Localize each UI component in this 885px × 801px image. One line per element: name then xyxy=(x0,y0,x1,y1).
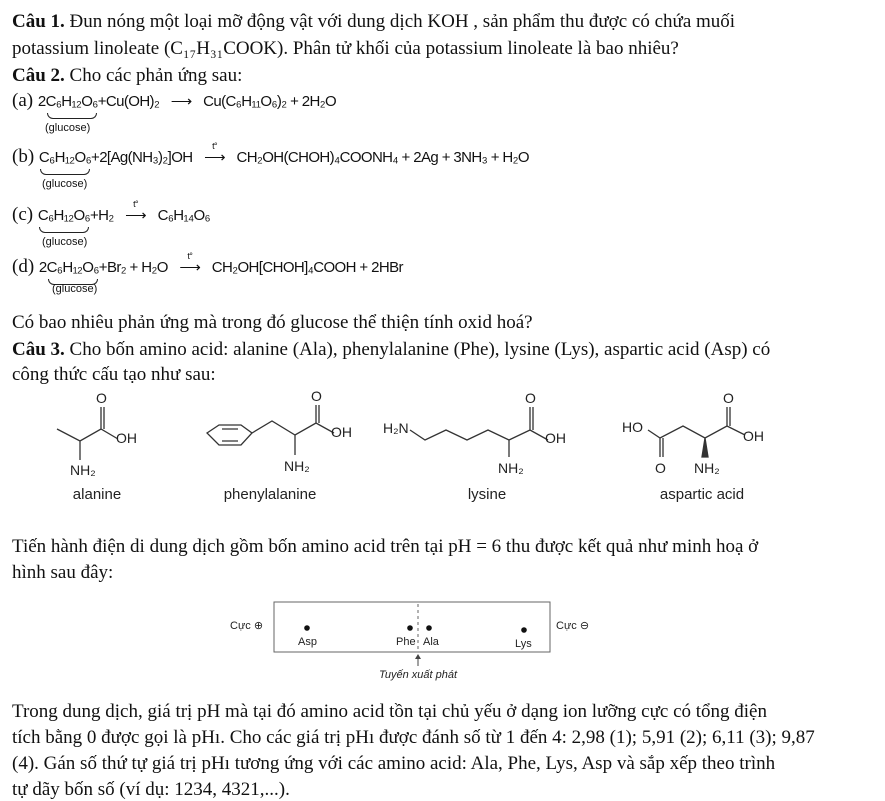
label-asp: Asp xyxy=(298,636,317,648)
eq-left: +2[Ag(NH₃)₂]OH xyxy=(91,149,193,166)
atom-oh: OH xyxy=(743,428,764,444)
q2-intro xyxy=(12,65,242,87)
atom-ho: HO xyxy=(622,419,643,435)
eq-left: +H₂ xyxy=(89,207,114,224)
q3-line-6: tích bằng 0 được gọi là pHı. Cho các giá trị pHı được đánh số từ 1 đến 4: 2,98 (1); 5,91 (2); 6,11 (3); 9,87 xyxy=(12,727,815,748)
amino-acid-structures xyxy=(0,385,885,510)
eq-right: Cu(C₆H₁₁O₆)₂ + 2H₂O xyxy=(203,93,337,110)
atom-nh2: NH₂ xyxy=(694,460,720,476)
reaction-arrow: t° ⟶ xyxy=(168,257,212,279)
equation-d xyxy=(12,251,403,279)
alanine-bonds xyxy=(57,407,118,460)
eq-label: (a) xyxy=(12,90,34,111)
wedge-bond xyxy=(702,438,708,457)
glucose-label: (glucose) xyxy=(42,178,88,190)
q2-question: Có bao nhiêu phản ứng mà trong đó glucose thể thiện tính oxid hoá? xyxy=(12,312,533,333)
anode-label: Cực ⊕ xyxy=(230,620,264,632)
spot-lys xyxy=(521,627,527,633)
benzene-ring xyxy=(207,425,252,445)
atom-o: O xyxy=(311,388,322,404)
atom-nh2: NH₂ xyxy=(284,458,310,474)
aspartic-bonds xyxy=(648,407,745,457)
cathode-label: Cực ⊖ xyxy=(556,620,590,632)
name-aspartic-acid: aspartic acid xyxy=(659,486,745,503)
spot-phe xyxy=(407,625,413,631)
eq-label: (c) xyxy=(12,204,34,225)
reaction-arrow: t° ⟶ xyxy=(114,205,158,227)
eq-label: (b) xyxy=(12,146,35,167)
eq-right: C₆H₁₄O₆ xyxy=(157,207,211,224)
atom-oh: OH xyxy=(545,430,566,446)
atom-o: O xyxy=(723,390,734,406)
q2-title: Câu 2. xyxy=(12,65,65,86)
glucose-formula: C₆H₁₂O₆ xyxy=(47,257,99,279)
spot-asp xyxy=(304,625,310,631)
q1-text: Đun nóng một loại mỡ động vật với dung dịch KOH , sản phẩm thu được có chứa muối xyxy=(64,11,736,32)
q3-line-5: Trong dung dịch, giá trị pH mà tại đó amino acid tồn tại chủ yếu ở dạng ion lưỡng cực có tổng điện xyxy=(12,701,767,722)
electrophoresis-diagram xyxy=(0,590,885,690)
q3-line-3: Tiến hành điện di dung dịch gồm bốn amino acid trên tại pH = 6 thu được kết quả như minh hoạ ở xyxy=(12,536,759,557)
q3-line-1 xyxy=(12,339,770,361)
q1-title: Câu 1. xyxy=(12,11,65,32)
atom-nh2: NH₂ xyxy=(498,460,524,476)
atom-o: O xyxy=(525,390,536,406)
arrow-cond: t° xyxy=(133,199,139,209)
equation-b xyxy=(12,141,529,169)
label-lys: Lys xyxy=(515,638,532,650)
eq-left: +Cu(OH)₂ xyxy=(97,93,160,110)
phenylalanine-bonds xyxy=(252,405,334,455)
equation-a xyxy=(12,90,336,113)
q3-line-2: công thức cấu tạo như sau: xyxy=(12,364,216,385)
spot-ala xyxy=(426,625,432,631)
q3-line-4: hình sau đây: xyxy=(12,562,114,583)
atom-nh2: NH₂ xyxy=(70,462,96,478)
eq-right: CH₂OH(CHOH)₄COONH₄ + 2Ag + 3NH₃ + H₂O xyxy=(236,149,529,166)
eq-coef: 2 xyxy=(38,259,47,276)
q1-line-1 xyxy=(12,11,735,33)
q1-line-2: potassium linoleate (C₁₇H₃₁COOK). Phân tử khối của potassium linoleate là bao nhiêu? xyxy=(12,38,679,59)
q3-title: Câu 3. xyxy=(12,339,65,360)
glucose-formula: C₆H₁₂O₆ xyxy=(46,91,98,113)
glucose-label: (glucose) xyxy=(52,283,98,295)
q2-intro-text: Cho các phản ứng sau: xyxy=(64,65,243,86)
name-phenylalanine: phenylalanine xyxy=(223,486,317,503)
lysine-bonds xyxy=(410,407,548,457)
eq-coef: 2 xyxy=(37,93,46,110)
glucose-formula: C₆H₁₂O₆ xyxy=(39,147,91,169)
reaction-arrow: ⟶ xyxy=(170,93,192,110)
glucose-formula: C₆H₁₂O₆ xyxy=(38,205,90,227)
atom-o: O xyxy=(655,460,666,476)
start-line-label: Tuyến xuất phát xyxy=(378,669,458,681)
eq-left: +Br₂ + H₂O xyxy=(98,259,168,276)
eq-right: CH₂OH[CHOH]₄COOH + 2HBr xyxy=(211,259,403,276)
equation-c xyxy=(12,199,211,227)
atom-oh: OH xyxy=(116,430,137,446)
atom-oh: OH xyxy=(331,424,352,440)
name-lysine: lysine xyxy=(467,486,507,503)
reaction-arrow: t° ⟶ xyxy=(193,147,237,169)
atom-h2n: H₂N xyxy=(383,420,409,436)
arrow-cond: t° xyxy=(187,251,193,261)
q3-line-8: tự dãy bốn số (ví dụ: 1234, 4321,...). xyxy=(12,779,290,800)
glucose-label: (glucose) xyxy=(42,236,88,248)
arrow-cond: t° xyxy=(212,141,217,151)
eq-label: (d) xyxy=(12,256,35,277)
q3-text: Cho bốn amino acid: alanine (Ala), phenylalanine (Phe), lysine (Lys), aspartic acid (Asp) có xyxy=(64,339,771,360)
glucose-label: (glucose) xyxy=(45,122,91,134)
label-phe: Phe xyxy=(396,636,416,648)
q3-line-7: (4). Gán số thứ tự giá trị pHı tương ứng với các amino acid: Ala, Phe, Lys, Asp và sắp xếp theo trình xyxy=(12,753,776,774)
atom-o: O xyxy=(96,390,107,406)
name-alanine: alanine xyxy=(72,486,122,503)
label-ala: Ala xyxy=(423,636,439,648)
arrow-head-icon xyxy=(415,654,421,659)
